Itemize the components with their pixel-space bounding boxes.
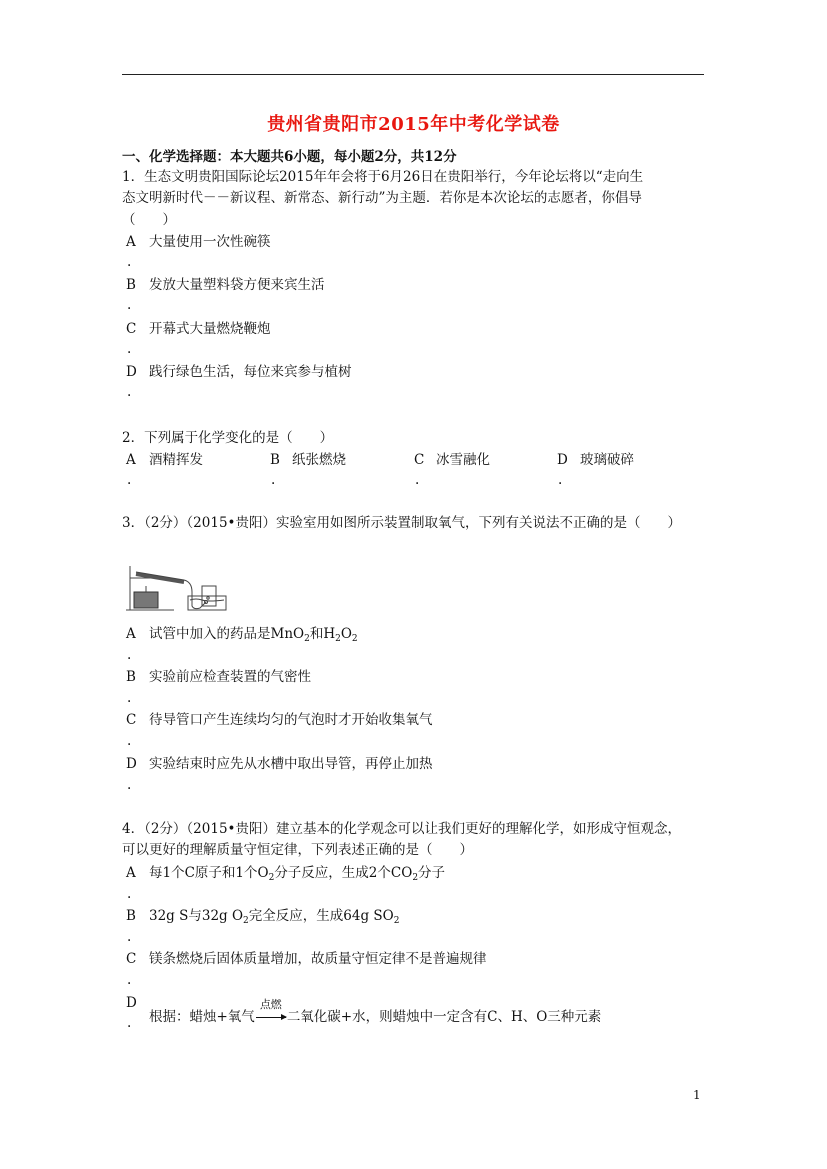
- q4-option-a-sub2: 2: [412, 873, 419, 883]
- q4-option-b-label: B: [126, 908, 136, 924]
- q3-option-d-label: D: [126, 756, 137, 772]
- q1-option-c-dot: .: [127, 341, 132, 357]
- q3-option-d[interactable]: 实验结束时应先从水槽中取出导管，再停止加热: [149, 756, 433, 772]
- q3-option-a-text2: 和H: [309, 626, 336, 642]
- q4-option-a-text2: 分子反应，生成2个CO: [274, 865, 413, 881]
- q2-option-c-dot: .: [415, 472, 420, 488]
- q3-option-a-sub1: 2: [304, 634, 310, 644]
- q2-option-b-dot: .: [271, 472, 276, 488]
- q1-option-c[interactable]: 开幕式大量燃烧鞭炮: [149, 321, 271, 337]
- arrow-icon: [256, 1017, 286, 1018]
- q1-option-b-label: B: [126, 277, 136, 293]
- q3-option-a-sub3: 2: [351, 634, 358, 644]
- q3-stem: 3．（2分）（2015•贵阳）实验室用如图所示装置制取氧气，下列有关说法不正确的是（ ）: [122, 515, 681, 531]
- q2-option-d[interactable]: 玻璃破碎: [580, 452, 634, 468]
- q3-option-a-text: 试管中加入的药品是MnO: [149, 626, 305, 642]
- q3-option-a-dot: .: [127, 647, 132, 663]
- section-heading: 一、化学选择题：本大题共6小题，每小题2分，共12分: [122, 149, 457, 165]
- q3-option-c[interactable]: 待导管口产生连续均匀的气泡时才开始收集氧气: [149, 712, 433, 728]
- q4-option-a-label: A: [126, 865, 136, 881]
- q4-option-a-dot: .: [127, 886, 132, 902]
- q4-option-d-label: D: [126, 995, 137, 1011]
- q4-option-b-sub2: 2: [393, 916, 400, 926]
- q1-option-d-dot: .: [127, 384, 132, 400]
- q1-stem-line1: 1．生态文明贵阳国际论坛2015年年会将于6月26日在贵阳举行，今年论坛将以“走向生: [122, 169, 644, 185]
- q4-option-c-label: C: [126, 951, 137, 967]
- q3-option-a-sub2: 2: [335, 634, 341, 644]
- oxygen-apparatus-figure: [126, 556, 228, 614]
- q1-stem-line3: （ ）: [122, 212, 176, 228]
- q4-option-c[interactable]: 镁条燃烧后固体质量增加，故质量守恒定律不是普遍规律: [149, 951, 487, 967]
- q3-option-b[interactable]: 实验前应检查装置的气密性: [149, 669, 311, 685]
- q4-option-c-dot: .: [127, 972, 132, 988]
- q1-option-d[interactable]: 践行绿色生活，每位来宾参与植树: [149, 364, 352, 380]
- q3-option-b-dot: .: [127, 690, 132, 706]
- q2-option-a-label: A: [126, 452, 136, 468]
- q3-option-c-label: C: [126, 712, 137, 728]
- q4-option-a-text1: 每1个C原子和1个O: [149, 865, 269, 881]
- q4-option-d-text2: 二氧化碳+水，则蜡烛中一定含有C、H、O三种元素: [286, 1009, 602, 1025]
- q4-option-d-text1: 根据：蜡烛+氧气: [149, 1009, 255, 1025]
- q3-option-c-dot: .: [127, 733, 132, 749]
- q2-option-d-label: D: [557, 452, 568, 468]
- q2-option-c[interactable]: 冰雪融化: [436, 452, 490, 468]
- q4-option-b-text1: 32g S与32g O: [149, 908, 244, 924]
- q2-option-b-label: B: [270, 452, 280, 468]
- q3-option-a-label: A: [126, 626, 136, 642]
- q3-option-a-text3: O: [340, 626, 352, 642]
- q1-option-a-dot: .: [127, 254, 132, 270]
- q4-stem-line2: 可以更好的理解质量守恒定律，下列表述正确的是（ ）: [122, 842, 473, 858]
- q4-option-b-dot: .: [127, 929, 132, 945]
- q2-option-a[interactable]: 酒精挥发: [149, 452, 203, 468]
- q1-option-b[interactable]: 发放大量塑料袋方便来宾生活: [149, 277, 325, 293]
- q2-option-c-label: C: [414, 452, 425, 468]
- q4-stem-line1: 4．（2分）（2015•贵阳）建立基本的化学观念可以让我们更好的理解化学，如形成守恒观念，: [122, 821, 681, 837]
- q3-option-a[interactable]: [149, 625, 358, 643]
- page-title: 贵州省贵阳市2015年中考化学试卷: [267, 114, 560, 135]
- q1-option-a[interactable]: 大量使用一次性碗筷: [149, 234, 271, 250]
- q4-option-a[interactable]: [149, 864, 445, 882]
- q3-option-b-label: B: [126, 669, 136, 685]
- q3-option-d-dot: .: [127, 777, 132, 793]
- page-number: 1: [693, 1088, 701, 1102]
- q1-option-c-label: C: [126, 321, 137, 337]
- q4-option-a-text3: 分子: [418, 865, 446, 881]
- q1-option-a-label: A: [126, 234, 136, 250]
- q4-option-a-sub1: 2: [268, 873, 275, 883]
- q4-option-d-dot: .: [127, 1015, 132, 1031]
- q2-option-b[interactable]: 纸张燃烧: [292, 452, 346, 468]
- reaction-condition: 点燃: [259, 998, 282, 1011]
- q4-option-d[interactable]: [149, 998, 602, 1026]
- header-rule: [122, 74, 704, 75]
- q2-stem: 2．下列属于化学变化的是（ ）: [122, 430, 334, 446]
- reaction-arrow: [255, 998, 287, 1026]
- q4-option-b-sub1: 2: [243, 916, 249, 926]
- q4-option-b[interactable]: [149, 907, 399, 925]
- q1-option-d-label: D: [126, 364, 137, 380]
- q2-option-d-dot: .: [558, 472, 563, 488]
- q1-option-b-dot: .: [127, 297, 132, 313]
- q4-option-b-text2: 完全反应，生成64g SO: [248, 908, 394, 924]
- q1-stem-line2: 态文明新时代－－新议程、新常态、新行动”为主题．若你是本次论坛的志愿者，你倡导: [122, 190, 642, 206]
- q2-option-a-dot: .: [127, 472, 132, 488]
